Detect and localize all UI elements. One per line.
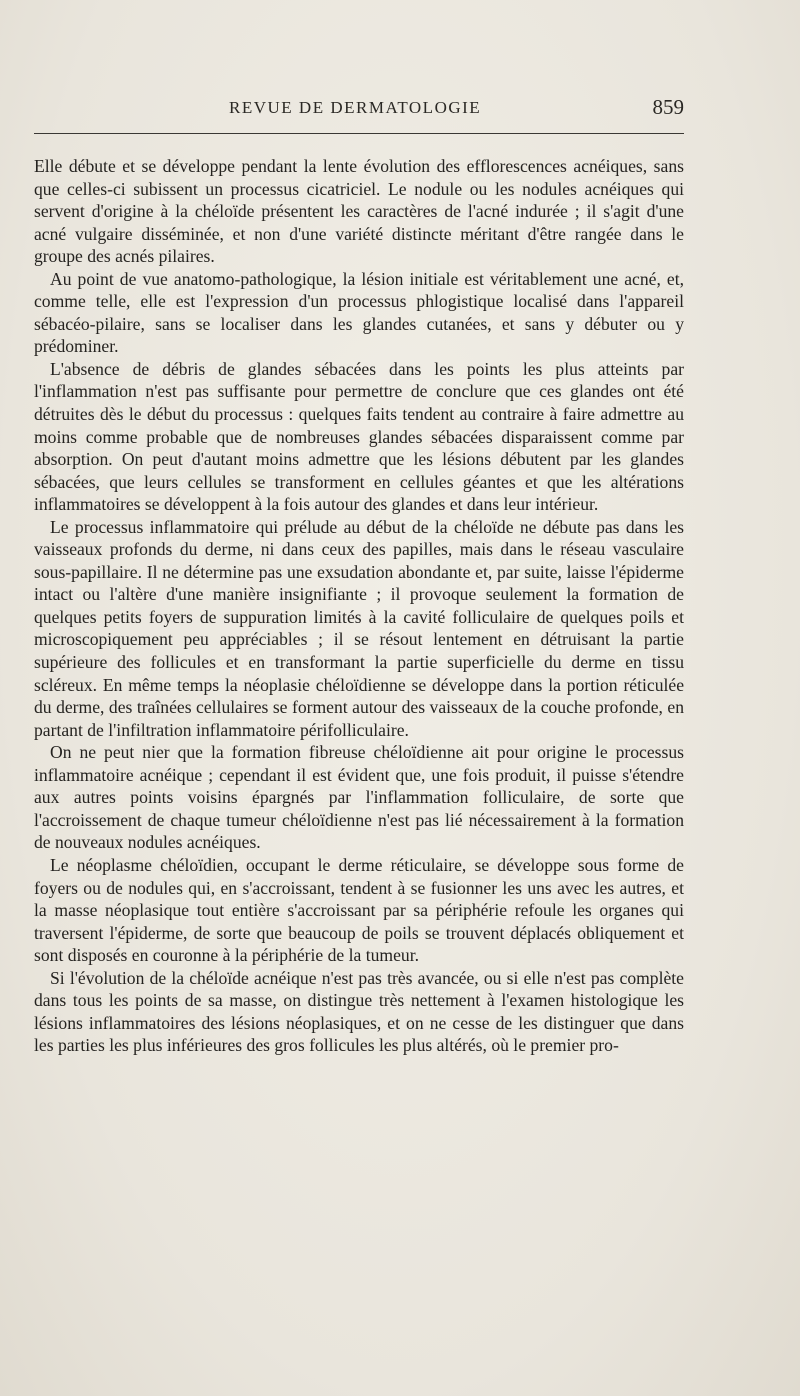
paragraph-5: On ne peut nier que la formation fibreuse chéloïdienne ait pour origine le processus inflammatoire acnéique ; cependant il est évident que, une fois produit, il puisse s'étendre aux autres points voisins épargnés par l'inflammation folliculaire, de sorte que l'accroissement de chaque tumeur chéloïdienne n'est pas lié nécessairement à la formation de nouveaux nodules acnéiques.: [34, 742, 684, 853]
header-rule: [34, 133, 684, 134]
paragraph-4: Le processus inflammatoire qui prélude au début de la chéloïde ne débute pas dans les vaisseaux profonds du derme, ni dans ceux des papilles, mais dans le réseau vasculaire sous-papillaire. Il ne détermine pas une exsudation abondante et, par suite, laisse l'épiderme intact ou l'altère d'une manière insignifiante ; il provoque seulement la formation de quelques petits foyers de suppuration limités à la cavité folliculaire de quelques poils et microscopiquement peu appréciables ; il se résout lentement en détruisant la partie supérieure des follicules et en transformant la partie superficielle du derme en tissu scléreux. En même temps la néoplasie chéloïdienne se développe dans la portion réticulée du derme, des traînées cellulaires se forment autour des vaisseaux de la couche profonde, en partant de l'infiltration inflammatoire périfolliculaire.: [34, 516, 684, 740]
paragraph-2: Au point de vue anatomo-pathologique, la lésion initiale est véritablement une acné, et, comme telle, elle est l'expression d'un processus phlogistique localisé dans l'appareil sébacéo-pilaire, sans se localiser dans les glandes cutanées, et sans y débuter ou y prédominer.: [34, 268, 684, 357]
running-head: [34, 95, 684, 122]
paragraph-7: Si l'évolution de la chéloïde acnéique n'est pas très avancée, ou si elle n'est pas complète dans tous les points de sa masse, on distingue très nettement à l'examen histologique les lésions inflammatoires des lésions néoplasiques, et on ne cesse de les distinguer que dans les parties les plus inférieures des gros follicules les plus altérés, où le premier pro-: [34, 967, 684, 1056]
body-text: [34, 155, 684, 1057]
paragraph-6: Le néoplasme chéloïdien, occupant le derme réticulaire, se développe sous forme de foyers ou de nodules qui, en s'accroissant, tendent à se fusionner les uns avec les autres, et la masse néoplasique tout entière s'accroissant par sa périphérie refoule les organes qui traversent l'épiderme, de sorte que beaucoup de poils se trouvent déplacés obliquement et sont disposés en couronne à la périphérie de la tumeur.: [34, 854, 684, 966]
paragraph-3: L'absence de débris de glandes sébacées dans les points les plus atteints par l'inflammation n'est pas suffisante pour permettre de conclure que ces glandes ont été détruites dès le début du processus : quelques faits tendent au contraire à faire admettre au moins comme probable que de nombreuses glandes sébacées disparaissent comme par absorption. On peut d'autant moins admettre que les lésions débutent par les glandes sébacées, que leurs cellules se transforment en cellules géantes et que les altérations inflammatoires se développent à la fois autour des glandes et dans leur intérieur.: [34, 358, 684, 515]
page-number: 859: [652, 95, 684, 119]
paragraph-1: Elle débute et se développe pendant la lente évolution des efflorescences acnéiques, sans que celles-ci subissent un processus cicatriciel. Le nodule ou les nodules acnéiques qui servent d'origine à la chéloïde présentent les caractères de l'acné indurée ; il s'agit d'une acné vulgaire disséminée, et non d'une variété distincte méritant d'être rangée dans le groupe des acnés pilaires.: [34, 156, 684, 267]
journal-title: REVUE DE DERMATOLOGIE: [229, 98, 482, 117]
